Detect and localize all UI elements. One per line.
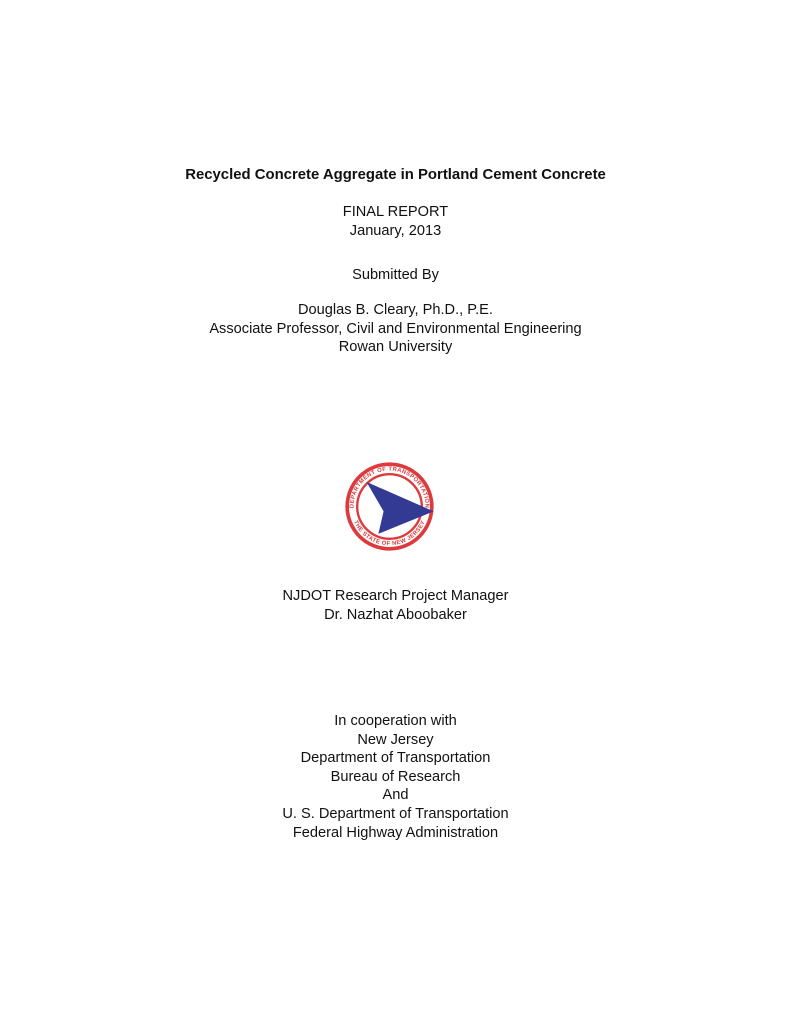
cooperation-line: And bbox=[382, 787, 409, 804]
njdot-logo bbox=[344, 460, 435, 553]
cooperation-block bbox=[0, 712, 791, 842]
seal-top-text: DEPARTMENT OF TRANSPORTATION bbox=[349, 466, 430, 509]
author-block bbox=[0, 301, 791, 357]
cooperation-line: New Jersey bbox=[357, 731, 434, 748]
author-title: Associate Professor, Civil and Environmental Engineering bbox=[209, 320, 582, 337]
submitted-by-label: Submitted By bbox=[352, 267, 439, 283]
report-type-block bbox=[0, 203, 791, 240]
cooperation-line: In cooperation with bbox=[334, 713, 457, 729]
seal-bottom-text: THE STATE OF NEW JERSEY bbox=[352, 519, 427, 548]
cooperation-line: U. S. Department of Transportation bbox=[282, 805, 509, 822]
project-manager-label: NJDOT Research Project Manager bbox=[282, 588, 509, 604]
report-type: FINAL REPORT bbox=[342, 204, 449, 220]
cooperation-line: Bureau of Research bbox=[330, 768, 461, 785]
project-manager-name: Dr. Nazhat Aboobaker bbox=[324, 606, 467, 623]
cooperation-line: Department of Transportation bbox=[300, 750, 491, 767]
report-title: Recycled Concrete Aggregate in Portland Cement Concrete bbox=[185, 167, 606, 183]
report-date: January, 2013 bbox=[349, 222, 442, 239]
author-institution: Rowan University bbox=[338, 339, 453, 356]
author-name: Douglas B. Cleary, Ph.D., P.E. bbox=[298, 302, 493, 318]
project-manager-block bbox=[0, 587, 791, 624]
cooperation-line: Federal Highway Administration bbox=[292, 824, 499, 841]
